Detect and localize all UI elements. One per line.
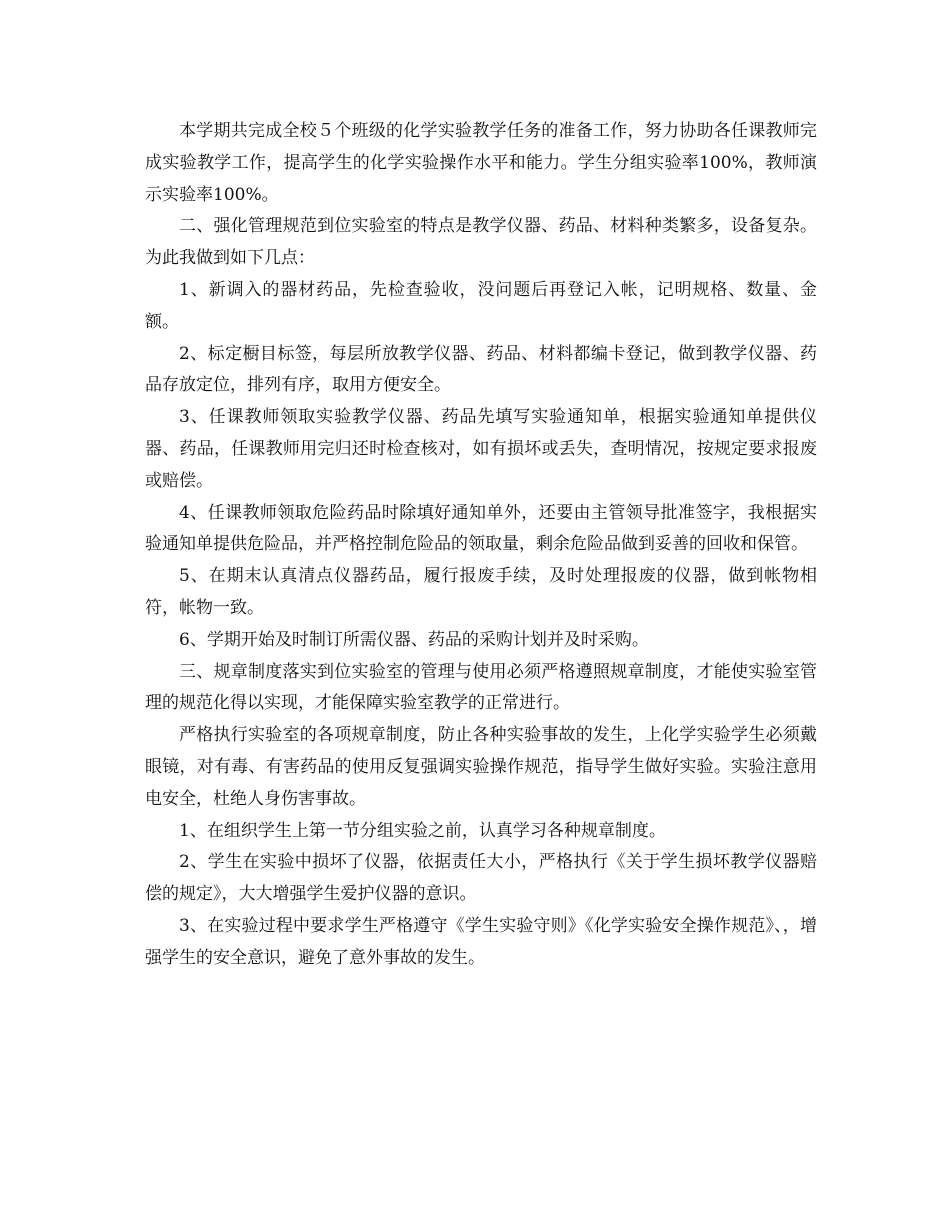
list-item-management-4: 4、任课教师领取危险药品时除填好通知单外，还要由主管领导批准签字，我根据实验通知单提供危险品，并严格控制危险品的领取量，剩余危险品做到妥善的回收和保管。 bbox=[145, 502, 817, 555]
list-item-management-5: 5、在期末认真清点仪器药品，履行报废手续，及时处理报废的仪器，做到帐物相符，帐物一致。 bbox=[145, 566, 817, 618]
list-item-rules-3: 3、在实验过程中要求学生严格遵守《学生实验守则》《化学实验安全操作规范》、，增强学生的安全意识，避免了意外事故的发生。 bbox=[145, 915, 817, 968]
list-item-management-1: 1、新调入的器材药品，先检查验收，没问题后再登记入帐，记明规格、数量、金额。 bbox=[145, 279, 817, 332]
list-item-rules-1: 1、在组织学生上第一节分组实验之前，认真学习各种规章制度。 bbox=[179, 820, 666, 841]
list-item-management-6: 6、学期开始及时制订所需仪器、药品的采购计划并及时采购。 bbox=[179, 629, 649, 650]
paragraph-intro: 本学期共完成全校５个班级的化学实验教学任务的准备工作，努力协助各任课教师完成实验教学工作，提高学生的化学实验操作水平和能力。学生分组实验率100%，教师演示实验率100%。 bbox=[145, 121, 817, 205]
list-item-management-3: 3、任课教师领取实验教学仪器、药品先填写实验通知单，根据实验通知单提供仪器、药品，任课教师用完归还时检查核对，如有损坏或丢失，查明情况，按规定要求报废或赔偿。 bbox=[145, 407, 817, 491]
section-heading-management: 二、强化管理规范到位实验室的特点是教学仪器、药品、材料种类繁多，设备复杂。为此我做到如下几点： bbox=[145, 216, 817, 269]
section-heading-rules: 三、规章制度落实到位实验室的管理与使用必须严格遵照规章制度，才能使实验室管理的规范化得以实现，才能保障实验室教学的正常进行。 bbox=[145, 661, 817, 714]
list-item-management-2: 2、标定橱目标签，每层所放教学仪器、药品、材料都编卡登记，做到教学仪器、药品存放定位，排列有序，取用方便安全。 bbox=[145, 343, 817, 396]
paragraph-rules-body: 严格执行实验室的各项规章制度，防止各种实验事故的发生，上化学实验学生必须戴眼镜，对有毒、有害药品的使用反复强调实验操作规范，指导学生做好实验。实验注意用电安全，杜绝人身伤害事故。 bbox=[145, 725, 817, 809]
document-body bbox=[145, 116, 817, 975]
list-item-rules-2: 2、学生在实验中损坏了仪器，依据责任大小，严格执行《关于学生损坏教学仪器赔偿的规定》，大大增强学生爱护仪器的意识。 bbox=[145, 852, 817, 905]
